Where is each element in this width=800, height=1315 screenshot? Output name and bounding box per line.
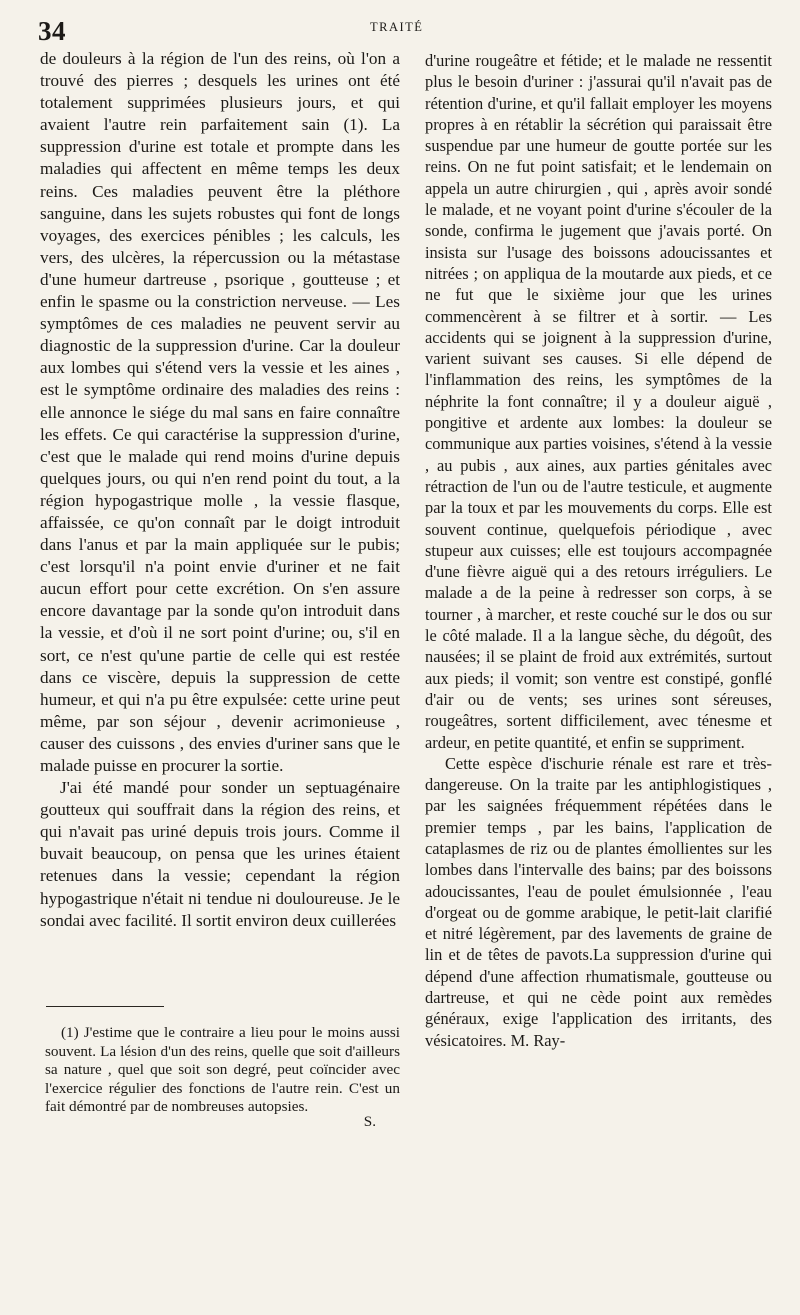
paragraph-right-1: d'urine rougeâtre et fétide; et le malade ne ressentit plus le besoin d'uriner : j'assurai qu'il n'avait pas de rétention d'urine, et qu'il fallait employer les moyens propres à en rétablir la sécrétion qui paraissait être suspendue par une humeur de goutte portée sur les reins. On ne fut point satisfait; et le lendemain on appela un autre chirurgien , qui , après avoir sondé le malade, et ne voyant point d'urine s'écouler de la sonde, confirma le jugement que j'avais porté. On insista sur l'usage des boissons adoucissantes et nitrées ; on appliqua de la moutarde aux pieds, et ce ne fut que le sixième jour que les urines commencèrent à se filtrer et à sortir. — Les accidents qui se joignent à la suppression d'urine, varient suivant ses causes. Si elle dépend de l'inflammation des reins, les symptômes de la néphrite la font connaître; il y a douleur aiguë , pongitive et ardente aux lombes: la douleur se communique aux parties voisines, s'étend à la vessie , au pubis , aux aines, aux parties génitales avec rétraction de l'un ou de l'autre testicule, et augmente par la toux et par les mouvements du corps. Elle est souvent continue, quelquefois périodique , avec stupeur aux cuisses; elle est toujours accompagnée d'une fièvre aiguë qui a des retours irréguliers. Le malade a de la peine à redresser son corps, à se tourner , à marcher, et reste couché sur le dos ou sur le côté malade. Il a la langue sèche, du dégoût, des nausées; il se plaint de froid aux extrémités, surtout aux pieds; il vomit; son ventre est constipé, gonflé d'air ou de vents; ses urines sont séreuses, rougeâtres, sortent difficilement, avec ténesme et ardeur, en petite quantité, et enfin se suppriment. — [425, 51, 772, 752]
right-column — [425, 50, 772, 1051]
footnote-text: (1) J'estime que le contraire a lieu pour le moins aussi souvent. La lésion d'un des reins, quelle que soit d'ailleurs sa nature , quel que soit son degré, peut coïncider avec l'exercice régulier des fonctions de l'autre rein. C'est un fait démontré par de nombreuses autopsies. — [45, 1024, 400, 1116]
page-number: 34 — [38, 16, 66, 46]
running-title: TRAITÉ — [370, 20, 424, 34]
paragraph-right-2: Cette espèce d'ischurie rénale est rare et très-dangereuse. On la traite par les antiphlogistiques , par les saignées fréquemment répétées dans le premier temps , par les bains, l'application de cataplasmes de riz ou de plantes émollientes sur les lombes dans l'intervalle des bains; par des boissons adoucissantes, l'eau de poulet émulsionnée , l'eau d'orgeat ou de gomme arabique, le petit-lait clarifié et nitré légèrement, par des lavements de graine de lin et de têtes de pavots.La suppression d'urine qui dépend d'une affection rhumatismale, goutteuse ou dartreuse, et qui ne cède point aux remèdes généraux, exige l'application des irritants, des vésicatoires. M. Ray- — [425, 753, 772, 1050]
left-column — [40, 48, 400, 932]
footnote-divider — [46, 1006, 164, 1007]
footnote-signature: S. — [363, 1112, 376, 1130]
paragraph-left-1: de douleurs à la région de l'un des reins, où l'on a trouvé des pierres ; desquels les urines ont été totalement supprimées plusieurs jours, et qui avaient l'autre rein parfaitement sain (1). La suppression d'urine est totale et prompte dans les maladies qui affectent en même temps les deux reins. Ces maladies peuvent être la pléthore sanguine, dans les sujets robustes qui font de longs voyages, des exercices pénibles ; les calculs, les vers, des ulcères, la répercussion ou la métastase d'une humeur dartreuse , psorique , goutteuse ; et enfin le spasme ou la constriction nerveuse. — Les symptômes de ces maladies ne peuvent servir au diagnostic de la suppression d'urine. Car la douleur aux lombes qui s'étend vers la vessie et les aines , est le symptôme ordinaire des maladies des reins : elle annonce le siége du mal sans en faire connaître les effets. Ce qui caractérise la suppression d'urine, c'est que le malade qui rend moins d'urine depuis quelques jours, ou qui n'en rend point du tout, a la région hypogastrique molle , la vessie flasque, affaissée, ce qu'on connaît par le doigt introduit dans l'anus et par la main appliquée sur le pubis; c'est lorsqu'il n'a point envie d'uriner et ne fait aucun effort pour cette excrétion. On s'en assure encore davantage par la sonde qu'on introduit dans la vessie, et d'où il ne sort point d'urine; ou, s'il en sort, ce n'est qu'une partie de celle qui est restée dans ce viscère, depuis la suppression de cette humeur, et qui n'a pu être expulsée: cette urine peut même, par son séjour , devenir acrimonieuse , causer des cuissons , des envies d'uriner sans que le malade puisse en procurer la sortie. — [40, 49, 400, 775]
footnote — [45, 1024, 400, 1132]
paragraph-left-2: J'ai été mandé pour sonder un septuagénaire goutteux qui souffrait dans la région des reins, et qui n'avait pas uriné depuis trois jours. Comme il buvait beaucoup, on pensa que les urines étaient retenues dans la vessie; cependant la région hypogastrique n'était ni tendue ni douloureuse. Je le sondai avec facilité. Il sortit environ deux cuillerées — [40, 778, 400, 930]
